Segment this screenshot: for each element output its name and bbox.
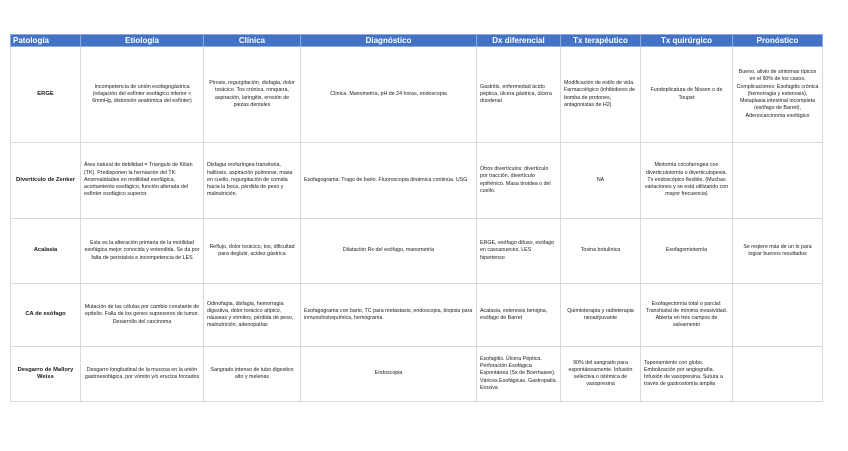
- cell-diagnostico: Esofagograma con bario, TC para metástasis, endoscopia, biopsia para inmunohistoquímica, hemograma: [301, 284, 477, 347]
- cell-dx-diferencial: Otros divertículos: divertículo por tracción, divertículo epifrénico. Masa tiroidea o del cuello.: [477, 143, 561, 219]
- cell-diagnostico: Esofagograma: Trago de bario. Fluoroscopia dinámica continúa. USG: [301, 143, 477, 219]
- cell-tx-terapeutico: Quimioterapia y radioterapia neoadyuvante: [561, 284, 641, 347]
- cell-patologia: CA de esófago: [11, 284, 81, 347]
- cell-dx-diferencial: Esofagitis. Úlcera Péptica. Perforación Esofágica Espontánea (Sx de Boerhaave). Várices Esofágicas. Gastropatía Erosiva: [477, 347, 561, 402]
- header-pronostico: Pronóstico: [733, 35, 823, 47]
- table-row: [11, 143, 823, 219]
- cell-diagnostico: Clínica. Manometría, pH de 24 horas, endoscopia: [301, 47, 477, 143]
- header-clinica: Clínica: [204, 35, 301, 47]
- header-dx-diferencial: Dx diferencial: [477, 35, 561, 47]
- table-row: [11, 219, 823, 284]
- cell-tx-terapeutico: 90% del sangrado para espontáneamente. Infusión selectiva o istémica de vasopresina: [561, 347, 641, 402]
- table-container: [10, 34, 822, 402]
- table-row: [11, 284, 823, 347]
- header-patologia: Patología: [11, 35, 81, 47]
- cell-pronostico: [733, 347, 823, 402]
- cell-patologia: Acalasia: [11, 219, 81, 284]
- pathology-table: [10, 34, 823, 402]
- cell-etiologia: Desgarro longitudinal de la mucosa en la unión gastroesofágica, por vómito y/o eructos forzados: [81, 347, 204, 402]
- cell-tx-terapeutico: Toxina botulínica: [561, 219, 641, 284]
- cell-pronostico: [733, 143, 823, 219]
- cell-etiologia: Incompetencia de unión esofagogástrica (relajación del esfínter esofágico inferior < 6mmHg, distorsión anatómica del esfínter): [81, 47, 204, 143]
- table-row: [11, 347, 823, 402]
- cell-dx-diferencial: Acalasia, estenosis benigna, esófago de Barret: [477, 284, 561, 347]
- cell-tx-quirurgico: Miotomía cricofaríngea con diverticulotomía o diverticulopexia. Tx endoscópico flexible. (Muchas variaciones y se está utilizando con mayor frecuencia): [641, 143, 733, 219]
- cell-pronostico: Se reqiere más de un tx para lograr buenos resultados: [733, 219, 823, 284]
- cell-tx-terapeutico: NA: [561, 143, 641, 219]
- cell-clinica: Pirosis, regurgitación, disfagia, dolor torácico. Tos crónica, ronquera, aspiración, laringitis, erosión de piezas dentales: [204, 47, 301, 143]
- cell-clinica: Reflujo, dolor torácico, tos, dificultad para deglutir, acidez gástrica: [204, 219, 301, 284]
- cell-tx-terapeutico: Modificación de estilo de vida. Farmacológico (inhibidores de bomba de protones, antagonistas de H2): [561, 47, 641, 143]
- header-tx-terapeutico: Tx terapéutico: [561, 35, 641, 47]
- cell-dx-diferencial: ERGE, esófago difuso, esófago en cascanueces, LES hipertenso: [477, 219, 561, 284]
- cell-pronostico: [733, 284, 823, 347]
- header-diagnostico: Diagnóstico: [301, 35, 477, 47]
- cell-tx-quirurgico: Esofagectomía total o parcial: Transhiatal de mínima invasividad. Abierta en tres campos de salvamento: [641, 284, 733, 347]
- cell-etiologia: Mutación de las células por cambio constante de epitelio. Falla de los genes supresores de tumor. Desarrollo del carcinoma: [81, 284, 204, 347]
- cell-tx-quirurgico: Taponamiento con globo. Embolización por angiografía. Infusión de vasopresina. Sutura a través de gastrostomía amplia: [641, 347, 733, 402]
- cell-dx-diferencial: Gastritis, enfermedad ácido péptica, úlcera gástrica, úlcera duodenal: [477, 47, 561, 143]
- cell-etiologia: Esta es la alteración primaria de la motilidad esofágica mejor conocida y entendida. Se da por falta de peristalsis e incompetencia de LES: [81, 219, 204, 284]
- cell-etiologia: Área natural de debilidad = Triangulo de Kilian (TK). Predisponen la herniación del TK: Anormalidades en motilidad esofágica, acortamiento esofágico, función alterada del esfínter esofágico superior.: [81, 143, 204, 219]
- cell-diagnostico: Dilatación Rx del esófago, manometría: [301, 219, 477, 284]
- table-row: [11, 47, 823, 143]
- cell-tx-quirurgico: Fundoplicatura de Nissen o de Toupet: [641, 47, 733, 143]
- cell-clinica: Sangrado intenso de tubo digestivo alto y melenas: [204, 347, 301, 402]
- cell-clinica: Disfagia orofaríngea transitoria, halitosis, aspiración pulmonar, masa en cuello, regurgitación de comida hacia la boca, pérdida de peso y malnutrición.: [204, 143, 301, 219]
- header-tx-quirurgico: Tx quirúrgico: [641, 35, 733, 47]
- cell-patologia: Divertículo de Zenker: [11, 143, 81, 219]
- cell-clinica: Odinofagia, disfagia, hemorragia digestiva, dolor torácico atípico, náuseas y vómitos, pérdida de peso, malnutrición, adenopatías: [204, 284, 301, 347]
- cell-pronostico: Bueno, alivio de síntomas típicos en el 90% de los casos. Complicaciones: Esofagitis crónica (hemorragia y estenosis), Metaplasia intestinal incompleta (esófago de Barret), Adenocarcinoma esofágico: [733, 47, 823, 143]
- header-etiologia: Etiología: [81, 35, 204, 47]
- cell-patologia: ERGE: [11, 47, 81, 143]
- cell-diagnostico: Endoscopia: [301, 347, 477, 402]
- cell-patologia: Desgarro de Mallory Weiss: [11, 347, 81, 402]
- header-row: [11, 35, 823, 47]
- cell-tx-quirurgico: Esofagomiotomía: [641, 219, 733, 284]
